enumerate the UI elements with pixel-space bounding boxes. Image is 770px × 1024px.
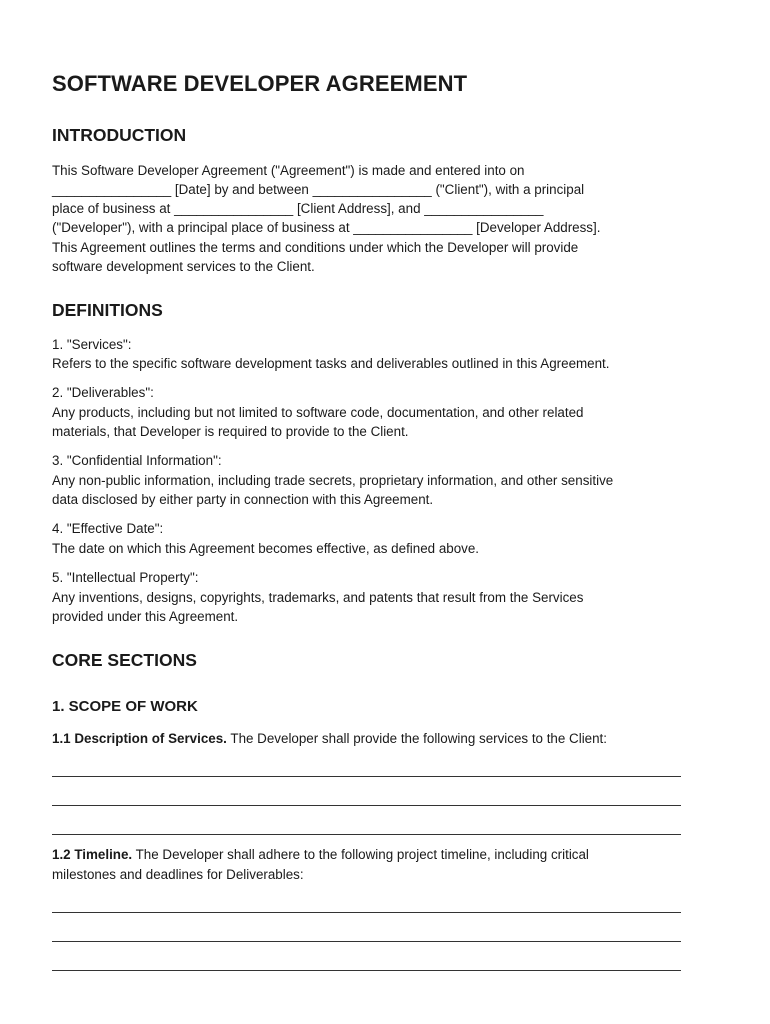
timeline-blank-line-1[interactable]: [52, 912, 681, 913]
definition-term: 1. "Services":: [52, 337, 132, 352]
timeline-blank-line-2[interactable]: [52, 941, 681, 942]
definition-text: Any non-public information, including trade secrets, proprietary information, and other sensitive: [52, 473, 614, 488]
services-blank-line-1[interactable]: [52, 776, 681, 777]
definitions-heading: DEFINITIONS: [52, 300, 163, 320]
introduction-line: ("Developer"), with a principal place of business at ________________ [Developer Address].: [52, 220, 601, 235]
definition-text: materials, that Developer is required to provide to the Client.: [52, 424, 409, 439]
introduction-line: place of business at ________________ [Client Address], and ________________: [52, 201, 544, 216]
definition-text: data disclosed by either party in connection with this Agreement.: [52, 492, 434, 507]
section-1-2-text: The Developer shall adhere to the following project timeline, including critical: [132, 847, 589, 862]
introduction-line: This Software Developer Agreement ("Agreement") is made and entered into on: [52, 163, 525, 178]
scope-of-work-heading: 1. SCOPE OF WORK: [52, 698, 198, 715]
services-blank-line-3[interactable]: [52, 834, 681, 835]
introduction-line: This Agreement outlines the terms and conditions under which the Developer will provide: [52, 240, 579, 255]
definition-text: Refers to the specific software development tasks and deliverables outlined in this Agreement.: [52, 356, 610, 371]
definition-term: 4. "Effective Date":: [52, 521, 164, 536]
definition-text: Any products, including but not limited to software code, documentation, and other related: [52, 405, 584, 420]
section-1-2-label: 1.2 Timeline.: [52, 847, 133, 862]
definition-text: provided under this Agreement.: [52, 609, 239, 624]
timeline-blank-line-3[interactable]: [52, 970, 681, 971]
section-1-1-label: 1.1 Description of Services.: [52, 731, 227, 746]
document-title: SOFTWARE DEVELOPER AGREEMENT: [52, 71, 468, 96]
section-1-1-text: The Developer shall provide the following services to the Client:: [226, 731, 608, 746]
services-blank-line-2[interactable]: [52, 805, 681, 806]
description-of-services-paragraph: [52, 729, 607, 748]
definition-term: 2. "Deliverables":: [52, 385, 154, 400]
introduction-heading: INTRODUCTION: [52, 125, 187, 145]
definition-term: 5. "Intellectual Property":: [52, 570, 199, 585]
definition-text: The date on which this Agreement becomes effective, as defined above.: [52, 541, 480, 556]
core-sections-heading: CORE SECTIONS: [52, 650, 197, 670]
definition-term: 3. "Confidential Information":: [52, 453, 222, 468]
timeline-paragraph-line-2: milestones and deadlines for Deliverables:: [52, 867, 304, 882]
introduction-line: software development services to the Client.: [52, 259, 315, 274]
definition-text: Any inventions, designs, copyrights, trademarks, and patents that result from the Services: [52, 590, 584, 605]
introduction-line: ________________ [Date] by and between ________________ ("Client"), with a principal: [52, 182, 585, 197]
timeline-paragraph: [52, 845, 589, 864]
